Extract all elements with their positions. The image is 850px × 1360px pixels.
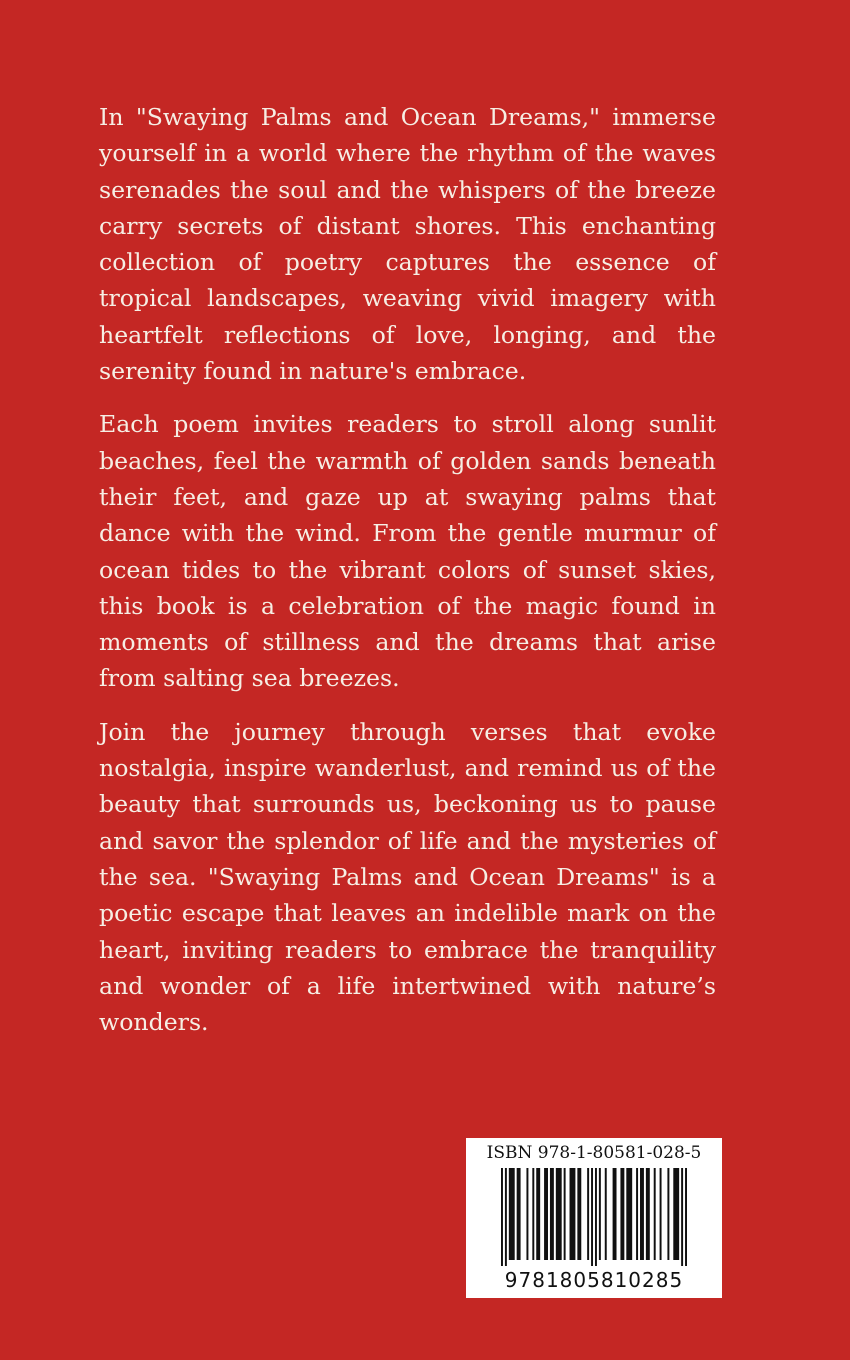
barcode-bar-20 bbox=[626, 1168, 632, 1260]
barcode-bar-26 bbox=[667, 1168, 669, 1260]
isbn-label: ISBN 978-1-80581-028-5 bbox=[486, 1143, 702, 1163]
barcode-icon bbox=[501, 1168, 687, 1266]
barcode-bar-10 bbox=[564, 1168, 566, 1260]
barcode-bar-17 bbox=[605, 1168, 607, 1260]
barcode-bar-19 bbox=[620, 1168, 624, 1260]
barcode-bar-22 bbox=[640, 1168, 644, 1260]
barcode-bar-8 bbox=[550, 1168, 554, 1260]
barcode-bar-2 bbox=[509, 1168, 515, 1260]
barcode-bar-27 bbox=[673, 1168, 679, 1260]
barcode-bar-23 bbox=[646, 1168, 650, 1260]
barcode-bar-0 bbox=[501, 1168, 503, 1266]
barcode-bar-14 bbox=[591, 1168, 593, 1266]
blurb-paragraph-3: Join the journey through verses that evoke nostalgia, inspire wanderlust, and remind us of the beauty that surrounds us, beckoning us to pause and savor the splendor of life and the mysteries of the sea. "Swaying Palms and Ocean Dreams" is a poetic escape that leaves an indelible mark on the heart, inviting readers to embrace the tranquility and wonder of a life intertwined with nature’s wonders. bbox=[99, 717, 716, 1037]
barcode-bar-12 bbox=[577, 1168, 581, 1260]
blurb-paragraph-2: Each poem invites readers to stroll along sunlit beaches, feel the warmth of golden sands beneath their feet, and gaze up at swaying palms that dance with the wind. From the gentle murmur of ocean tides to the vibrant colors of sunset skies, this book is a celebration of the magic found in moments of stillness and the dreams that arise from salting sea breezes. bbox=[99, 410, 716, 693]
barcode-bar-24 bbox=[654, 1168, 656, 1260]
barcode-bar-7 bbox=[544, 1168, 548, 1260]
barcode-bar-29 bbox=[685, 1168, 687, 1266]
barcode-bar-28 bbox=[681, 1168, 683, 1266]
barcode-bar-13 bbox=[587, 1168, 589, 1260]
blurb-text bbox=[99, 99, 716, 1057]
barcode-bar-6 bbox=[536, 1168, 540, 1260]
barcode-bar-5 bbox=[532, 1168, 534, 1260]
barcode-bar-25 bbox=[660, 1168, 662, 1260]
isbn-barcode-box bbox=[466, 1138, 722, 1298]
barcode-bar-21 bbox=[636, 1168, 638, 1260]
barcode-bar-11 bbox=[570, 1168, 576, 1260]
blurb-paragraph-1: In "Swaying Palms and Ocean Dreams," immerse yourself in a world where the rhythm of the waves serenades the soul and the whispers of the breeze carry secrets of distant shores. This enchanting collection of poetry captures the essence of tropical landscapes, weaving vivid imagery with heartfelt reflections of love, longing, and the serenity found in nature's embrace. bbox=[99, 103, 716, 386]
ean-number: 9781805810285 bbox=[504, 1268, 684, 1292]
barcode-bar-16 bbox=[599, 1168, 601, 1260]
barcode-bar-15 bbox=[595, 1168, 597, 1266]
barcode-bar-4 bbox=[526, 1168, 528, 1260]
barcode-bar-9 bbox=[556, 1168, 562, 1260]
barcode-bar-1 bbox=[505, 1168, 507, 1266]
barcode-bar-18 bbox=[613, 1168, 617, 1260]
barcode-bar-3 bbox=[517, 1168, 521, 1260]
